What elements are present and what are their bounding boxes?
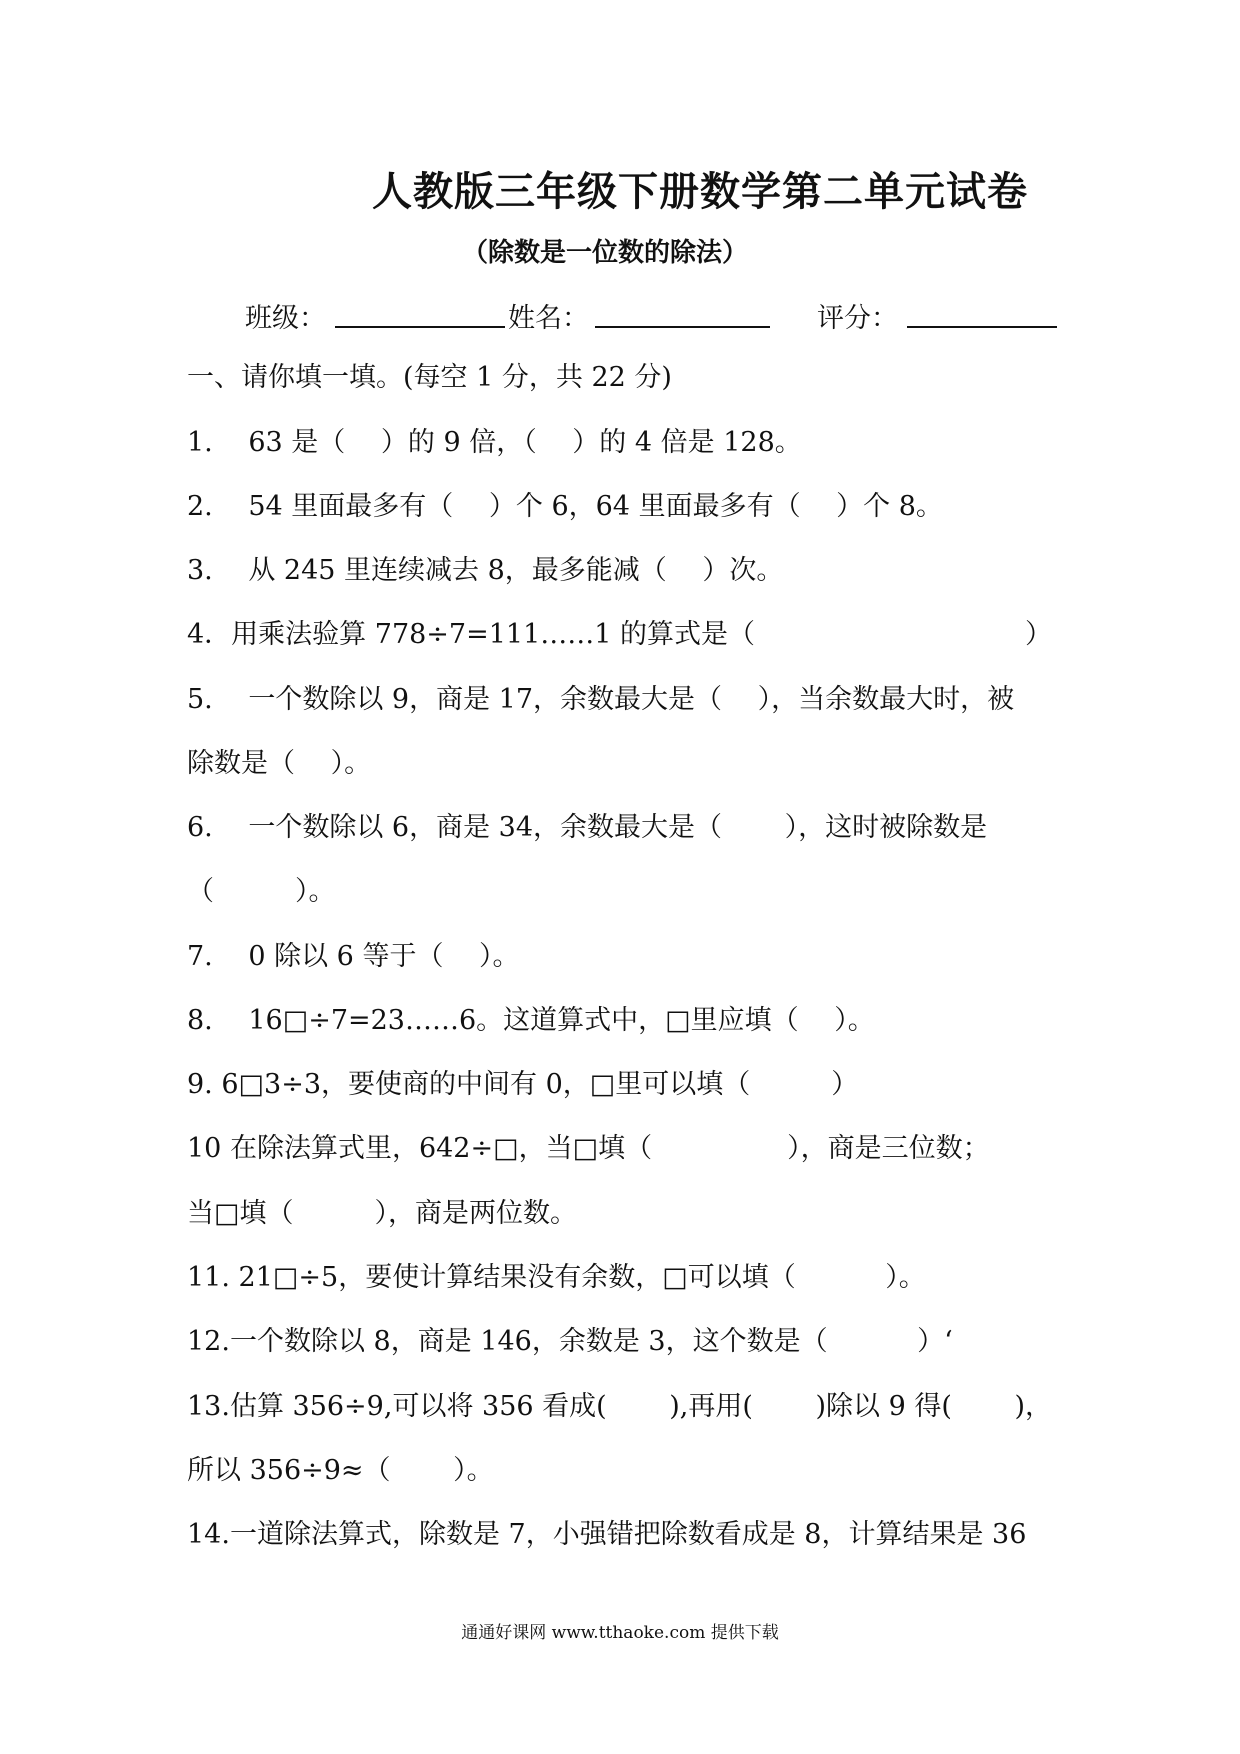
question-6: 6. 一个数除以 6，商是 34，余数最大是（ ），这时被除数是 bbox=[187, 812, 988, 843]
page-title: 人教版三年级下册数学第二单元试卷 bbox=[372, 168, 1028, 215]
question-10-continued: 当□填（ ），商是两位数。 bbox=[187, 1198, 578, 1229]
question-13: 13.估算 356÷9,可以将 356 看成( ),再用( )除以 9 得( )， bbox=[187, 1391, 1053, 1422]
question-8: 8. 16□÷7=23……6。这道算式中，□里应填（ ）。 bbox=[187, 1005, 875, 1036]
question-5-continued: 除数是（ ）。 bbox=[187, 748, 372, 779]
name-blank-line[interactable] bbox=[595, 326, 770, 328]
page-subtitle: （除数是一位数的除法） bbox=[462, 238, 749, 268]
class-blank-line[interactable] bbox=[335, 326, 505, 328]
question-2: 2. 54 里面最多有（ ）个 6，64 里面最多有（ ）个 8。 bbox=[187, 491, 943, 522]
name-label: 姓名： bbox=[508, 303, 589, 334]
question-10: 10 在除法算式里，642÷□，当□填（ ），商是三位数； bbox=[187, 1133, 990, 1164]
student-info-row bbox=[245, 296, 1055, 336]
section-heading: 一、请你填一填。(每空 1 分，共 22 分) bbox=[187, 362, 672, 393]
score-blank-line[interactable] bbox=[907, 326, 1057, 328]
question-4: 4．用乘法验算 778÷7=111……1 的算式是（ ） bbox=[187, 619, 1053, 650]
class-label: 班级： bbox=[245, 303, 326, 334]
question-5: 5. 一个数除以 9，商是 17，余数最大是（ ），当余数最大时，被 bbox=[187, 684, 1015, 715]
page-footer: 通通好课网 www.tthaoke.com 提供下载 bbox=[461, 1623, 779, 1643]
question-14: 14.一道除法算式，除数是 7，小强错把除数看成是 8，计算结果是 36 bbox=[187, 1519, 1027, 1550]
question-1: 1. 63 是（ ）的 9 倍，（ ）的 4 倍是 128。 bbox=[187, 427, 802, 458]
question-12: 12.一个数除以 8，商是 146，余数是 3，这个数是（ ）‘ bbox=[187, 1326, 953, 1357]
question-3: 3. 从 245 里连续减去 8，最多能减（ ）次。 bbox=[187, 555, 784, 586]
question-7: 7. 0 除以 6 等于（ ）。 bbox=[187, 941, 520, 972]
question-6-continued: （ ）。 bbox=[187, 876, 336, 907]
question-11: 11. 21□÷5，要使计算结果没有余数，□可以填（ ）。 bbox=[187, 1262, 926, 1293]
question-13-continued: 所以 356÷9≈（ ）。 bbox=[187, 1455, 494, 1486]
score-label: 评分： bbox=[817, 303, 898, 334]
question-9: 9. 6□3÷3，要使商的中间有 0，□里可以填（ ） bbox=[187, 1069, 859, 1100]
